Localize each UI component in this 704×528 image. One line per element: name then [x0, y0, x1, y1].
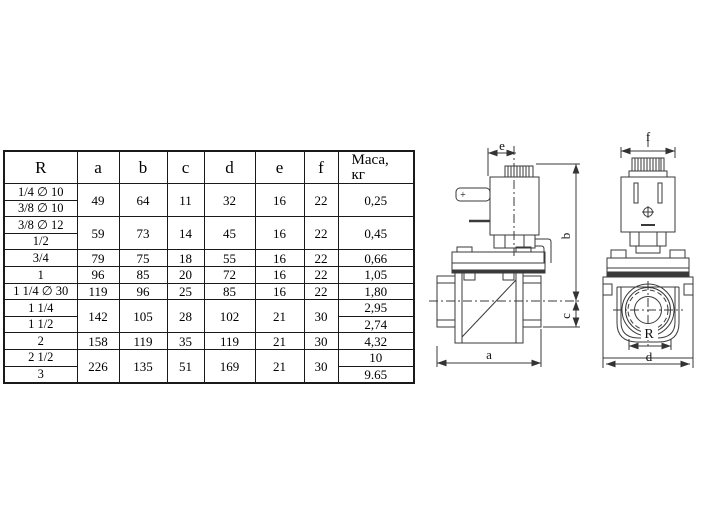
col-header-f: f [304, 151, 338, 184]
dim-label-d: d [645, 349, 653, 364]
cell-c: 11 [167, 184, 204, 217]
cell-d: 169 [204, 349, 255, 383]
col-header-mass [338, 151, 414, 184]
table-row [4, 333, 414, 350]
cell-r: 1/4 ∅ 10 [4, 184, 77, 201]
cell-a: 142 [77, 300, 119, 333]
cell-mass: 0,25 [338, 184, 414, 217]
cell-b: 135 [119, 349, 167, 383]
cell-b: 119 [119, 333, 167, 350]
dimension-f [621, 147, 675, 158]
mounting-bracket [535, 239, 551, 263]
cell-r: 3/8 ∅ 12 [4, 217, 77, 234]
cell-a: 96 [77, 266, 119, 283]
cell-r: 2 [4, 333, 77, 350]
cell-mass: 0,66 [338, 250, 414, 267]
cell-d: 85 [204, 283, 255, 300]
cell-e: 16 [255, 184, 304, 217]
cell-r: 1/2 [4, 233, 77, 250]
cell-f: 30 [304, 333, 338, 350]
cell-r: 1 1/4 [4, 300, 77, 317]
cell-mass: 9.65 [338, 366, 414, 383]
cell-a: 119 [77, 283, 119, 300]
connector-plus-mark: + [460, 190, 466, 201]
cell-a: 79 [77, 250, 119, 267]
coil [621, 158, 675, 232]
cell-b: 75 [119, 250, 167, 267]
cell-d: 72 [204, 266, 255, 283]
cell-f: 22 [304, 266, 338, 283]
cell-mass: 1,05 [338, 266, 414, 283]
cell-e: 16 [255, 250, 304, 267]
cell-f: 30 [304, 300, 338, 333]
col-header-b: b [119, 151, 167, 184]
cell-r: 1 1/4 ∅ 30 [4, 283, 77, 300]
table-header-row [4, 151, 414, 184]
table-row [4, 250, 414, 267]
dim-label-a: a [486, 347, 492, 362]
table-row [4, 283, 414, 300]
cell-mass: 0,45 [338, 217, 414, 250]
cell-a: 158 [77, 333, 119, 350]
cell-f: 22 [304, 250, 338, 267]
dim-label-e: e [499, 138, 505, 153]
cell-b: 64 [119, 184, 167, 217]
cell-e: 16 [255, 283, 304, 300]
cell-d: 45 [204, 217, 255, 250]
cell-e: 16 [255, 266, 304, 283]
center-lines [613, 134, 683, 349]
cell-f: 22 [304, 283, 338, 300]
cell-mass: 10 [338, 349, 414, 366]
mass-header-line2: кг [351, 166, 365, 183]
cell-d: 102 [204, 300, 255, 333]
cell-r: 3/4 [4, 250, 77, 267]
col-header-d: d [204, 151, 255, 184]
cell-b: 96 [119, 283, 167, 300]
cell-e: 21 [255, 349, 304, 383]
cell-mass: 2,74 [338, 316, 414, 333]
armature-nut [630, 232, 666, 253]
table-row [4, 266, 414, 283]
dim-label-r: R [644, 327, 654, 342]
side-view-drawing [425, 136, 593, 372]
cell-d: 32 [204, 184, 255, 217]
cell-d: 55 [204, 250, 255, 267]
cell-c: 28 [167, 300, 204, 333]
cell-r: 3/8 ∅ 10 [4, 200, 77, 217]
cell-r: 2 1/2 [4, 349, 77, 366]
cell-a: 226 [77, 349, 119, 383]
cell-c: 35 [167, 333, 204, 350]
dimension-b [536, 164, 580, 301]
cell-c: 20 [167, 266, 204, 283]
mass-header-line1: Маса, [351, 151, 389, 168]
table-row [4, 300, 414, 317]
col-header-a: a [77, 151, 119, 184]
table-row [4, 349, 414, 366]
cell-c: 51 [167, 349, 204, 383]
cell-mass: 2,95 [338, 300, 414, 317]
dimensions-table [3, 150, 415, 384]
cell-r: 1 1/2 [4, 316, 77, 333]
cell-f: 22 [304, 184, 338, 217]
table-row [4, 184, 414, 201]
cell-mass: 4,32 [338, 333, 414, 350]
cell-e: 16 [255, 217, 304, 250]
cell-e: 21 [255, 333, 304, 350]
bonnet-flange [452, 247, 545, 273]
cell-r: 3 [4, 366, 77, 383]
cell-b: 105 [119, 300, 167, 333]
cell-c: 14 [167, 217, 204, 250]
cell-f: 22 [304, 217, 338, 250]
valve-body [437, 272, 541, 343]
col-header-c: c [167, 151, 204, 184]
dim-label-b: b [558, 232, 573, 240]
cell-c: 25 [167, 283, 204, 300]
cell-e: 21 [255, 300, 304, 333]
cell-c: 18 [167, 250, 204, 267]
cell-b: 73 [119, 217, 167, 250]
front-view-drawing [593, 131, 704, 372]
cell-a: 59 [77, 217, 119, 250]
table-row [4, 217, 414, 234]
cell-a: 49 [77, 184, 119, 217]
cell-d: 119 [204, 333, 255, 350]
cell-mass: 1,80 [338, 283, 414, 300]
bonnet-flange [607, 250, 689, 276]
dim-label-f: f [645, 131, 651, 144]
col-header-r: R [4, 151, 77, 184]
dim-label-c: c [558, 313, 573, 319]
cell-b: 85 [119, 266, 167, 283]
cell-f: 30 [304, 349, 338, 383]
col-header-e: e [255, 151, 304, 184]
cell-r: 1 [4, 266, 77, 283]
